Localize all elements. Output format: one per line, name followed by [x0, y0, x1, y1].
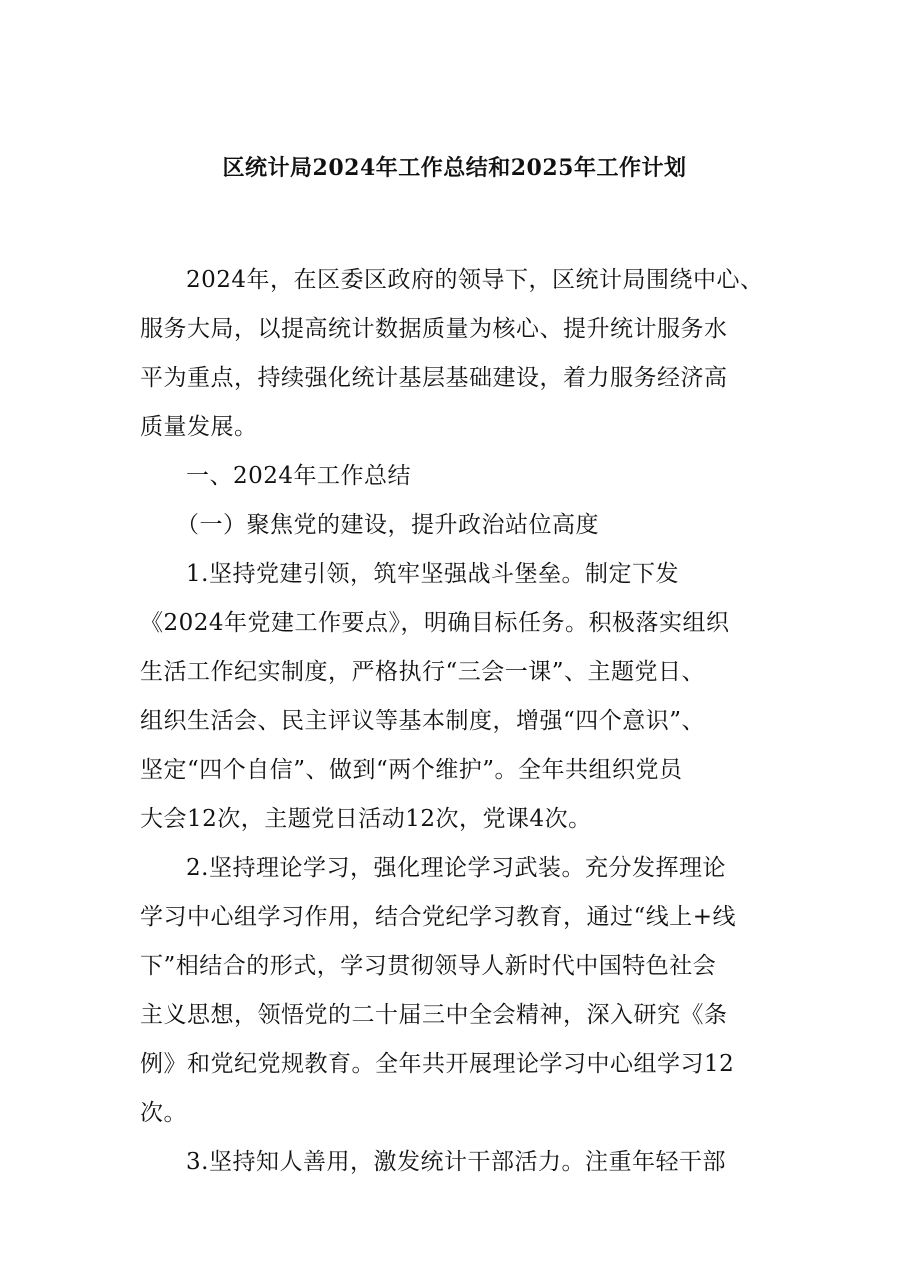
paragraph-line: 2024年，在区委区政府的领导下，区统计局围绕中心、 [186, 267, 764, 293]
paragraph-line: 组织生活会、民主评议等基本制度，增强“四个意识”、 [140, 708, 706, 734]
paragraph-line: 次。 [140, 1100, 187, 1126]
paragraph-line: 主义思想，领悟党的二十届三中全会精神，深入研究《条 [140, 1002, 728, 1028]
document-title: 区统计局2024年工作总结和2025年工作计划 [222, 155, 687, 181]
paragraph-line: 服务大局，以提高统计数据质量为核心、提升统计服务水 [140, 316, 728, 342]
paragraph-line: 大会12次，主题党日活动12次，党课4次。 [140, 806, 592, 832]
paragraph-line: 平为重点，持续强化统计基层基础建设，着力服务经济高 [140, 365, 728, 391]
paragraph-line: 坚定“四个自信”、做到“两个维护”。全年共组织党员 [140, 757, 683, 783]
paragraph-line: 学习中心组学习作用，结合党纪学习教育，通过“线上+线 [140, 904, 737, 930]
paragraph-line: 2.坚持理论学习，强化理论学习武装。充分发挥理论 [186, 855, 726, 881]
paragraph-line: 1.坚持党建引领，筑牢坚强战斗堡垒。制定下发 [186, 561, 679, 587]
subsection-heading: （一）聚焦党的建设，提升政治站位高度 [176, 512, 599, 538]
paragraph-line: 3.坚持知人善用，激发统计干部活力。注重年轻干部 [186, 1149, 726, 1175]
paragraph-line: 质量发展。 [140, 414, 258, 440]
paragraph-line: 《2024年党建工作要点》，明确目标任务。积极落实组织 [140, 610, 730, 636]
paragraph-line: 下”相结合的形式，学习贯彻领导人新时代中国特色社会 [140, 953, 717, 979]
paragraph-line: 例》和党纪党规教育。全年共开展理论学习中心组学习12 [140, 1051, 735, 1077]
paragraph-line: 生活工作纪实制度，严格执行“三会一课”、主题党日、 [140, 659, 706, 685]
section-heading: 一、2024年工作总结 [186, 463, 412, 489]
